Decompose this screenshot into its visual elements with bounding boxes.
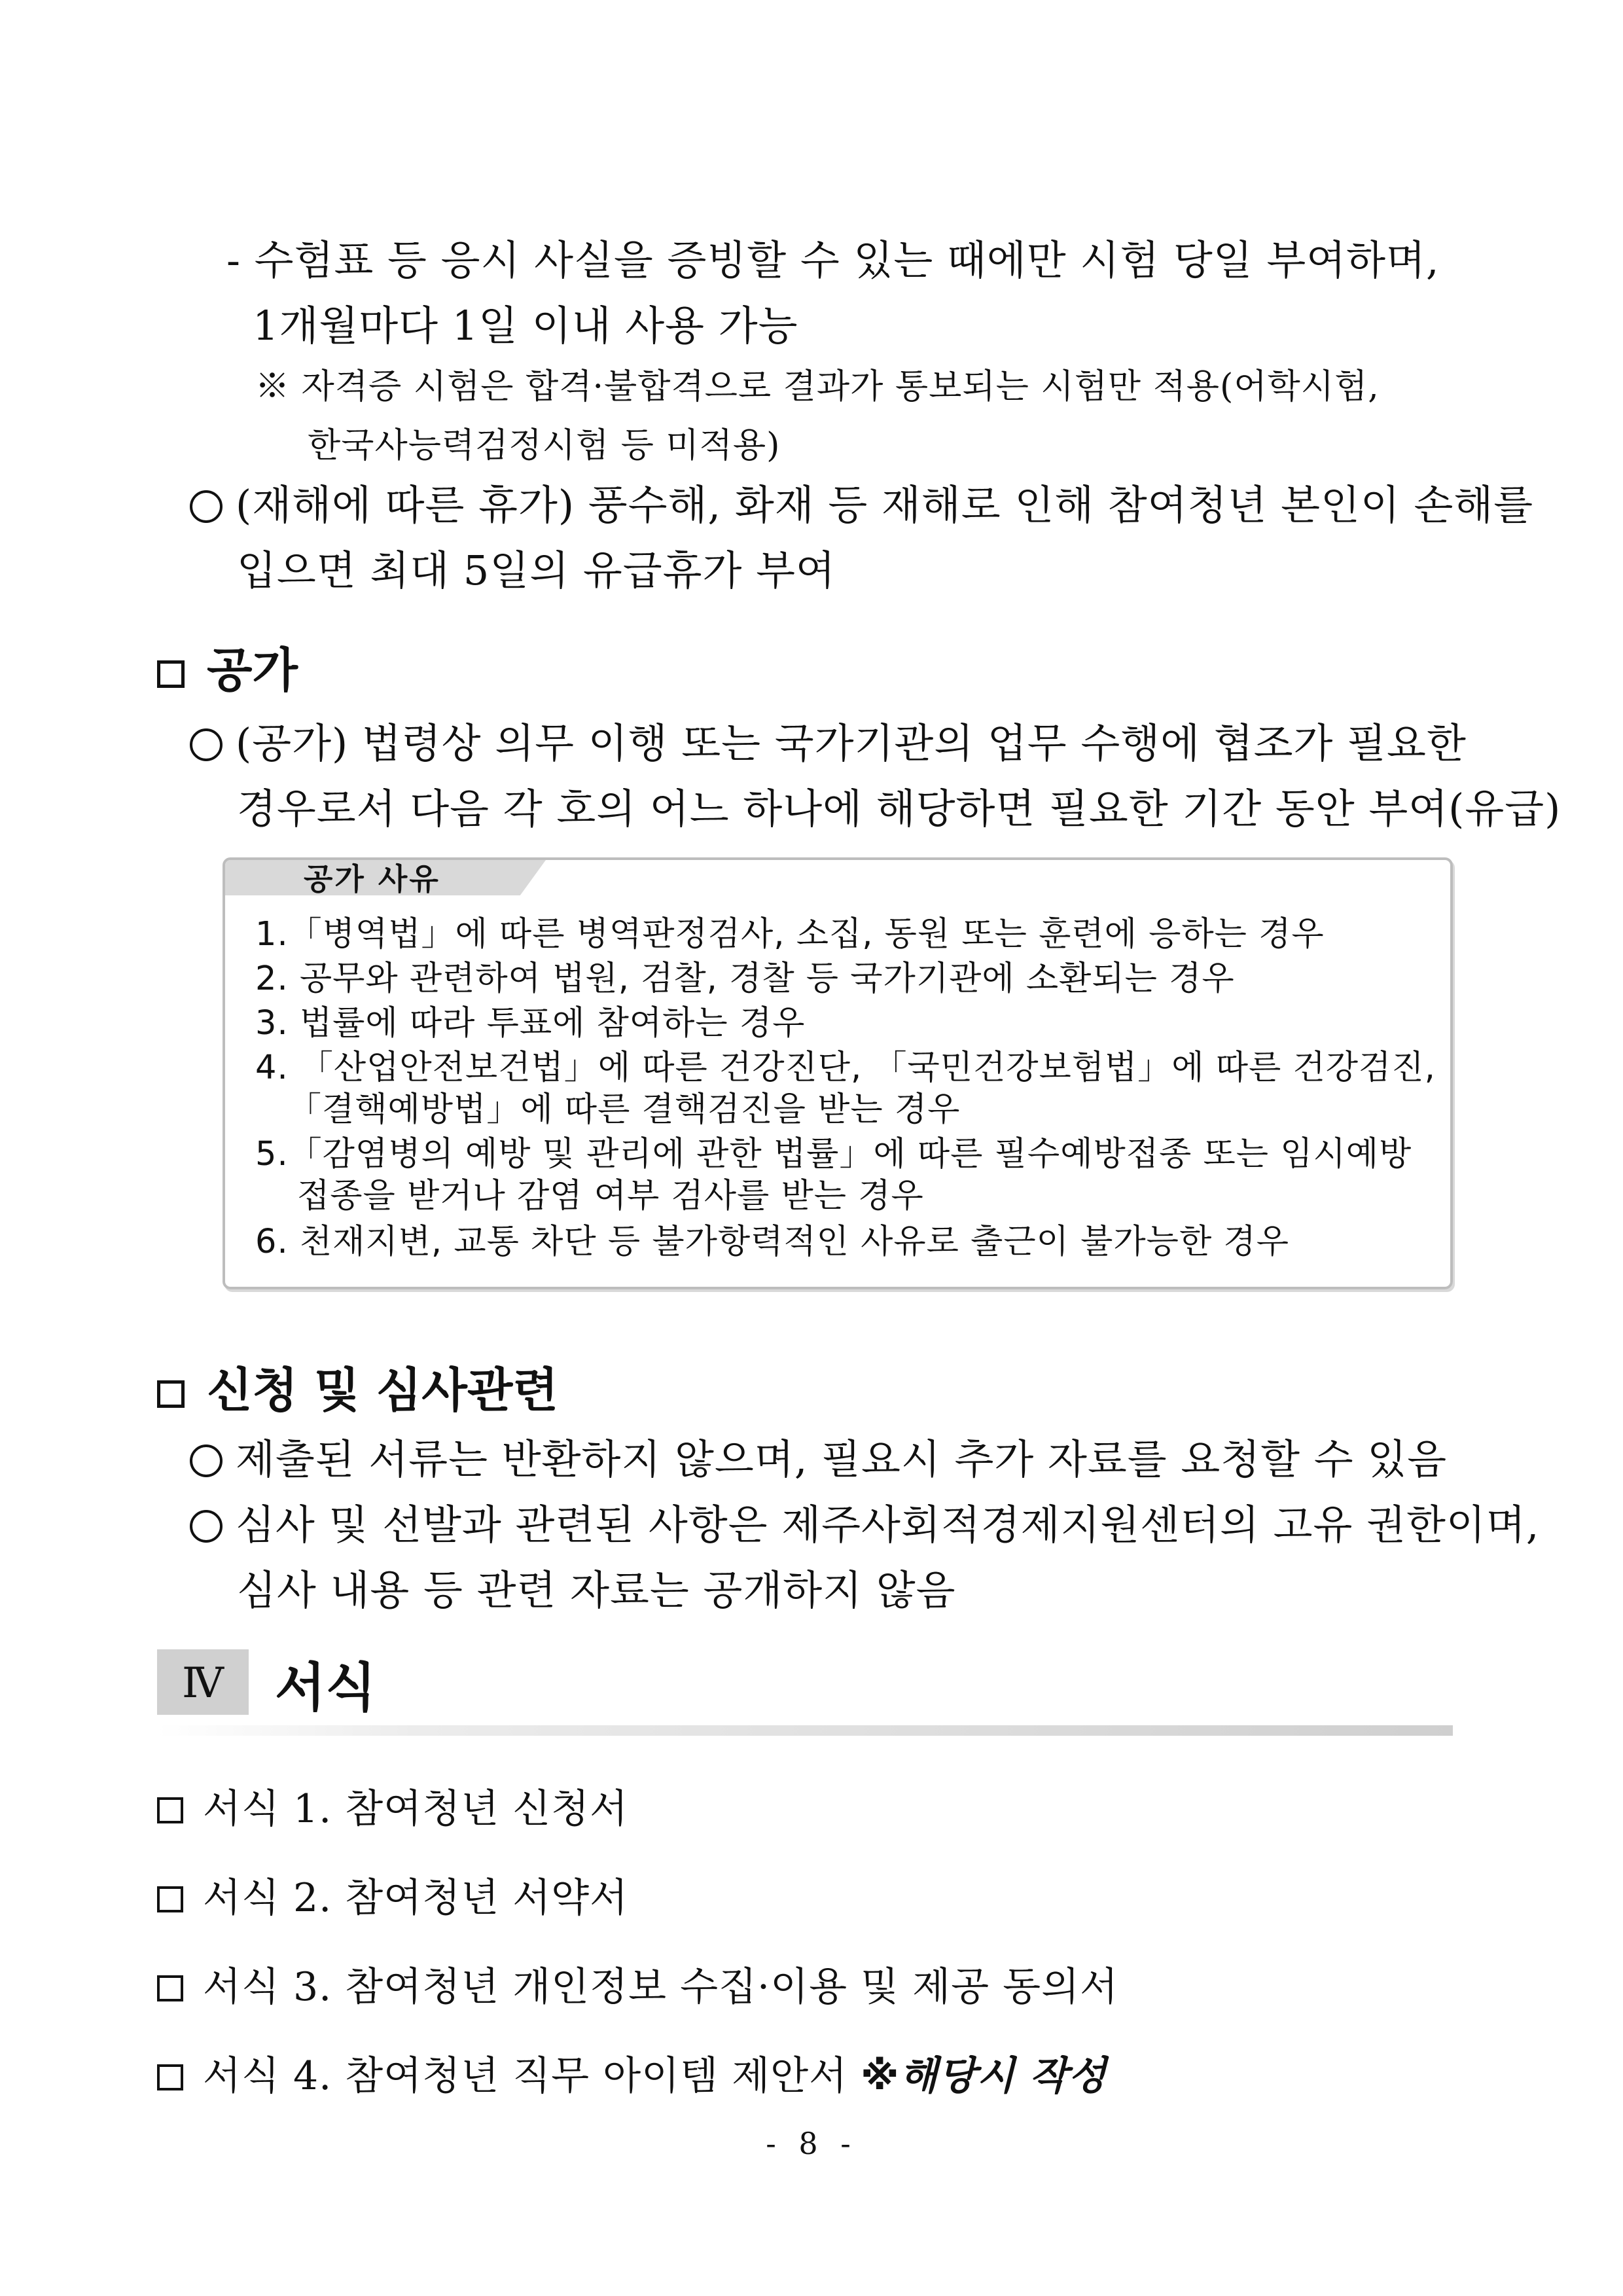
disaster-leave-line-1: (재해에 따른 휴가) 풍수해, 화재 등 재해로 인해 참여청년 본인이 손해를 [190,473,1533,531]
section-divider [157,1725,1453,1736]
application-item-1: 제출된 서류는 반환하지 않으며, 필요시 추가 자료를 요청할 수 있음 [190,1427,1447,1485]
circle-bullet-icon [190,728,223,761]
circle-bullet-icon [190,490,223,523]
official-leave-body-line-2: 경우로서 다음 각 호의 어느 하나에 해당하면 필요한 기간 동안 부여(유급) [237,785,1561,833]
official-leave-reasons-box [223,857,1453,1289]
application-item-2-line-1: 심사 및 선발과 관련된 사항은 제주사회적경제지원센터의 고유 권한이며, [190,1492,1539,1551]
form-item-1: 서식 1. 참여청년 신청서 [157,1778,628,1834]
circle-bullet-icon [190,1444,223,1477]
exam-note-line-1: ※ 자격증 시험은 합격·불합격으로 결과가 통보되는 시험만 적용(어학시험, [255,367,1380,406]
square-bullet-icon [157,1380,185,1408]
application-heading: 신청 및 심사관련 [157,1352,558,1420]
exam-line-2: 1개월마다 1일 이내 사용 가능 [253,302,798,350]
square-bullet-icon [157,1886,183,1912]
reason-item: 6. 천재지변, 교통 차단 등 불가항력적인 사유로 출근이 불가능한 경우 [255,1223,1289,1261]
square-bullet-icon [157,2064,183,2090]
form-item-4-note: ※해당시 작성 [861,2053,1107,2099]
form-item-3: 서식 3. 참여청년 개인정보 수집·이용 및 제공 동의서 [157,1956,1118,2012]
form-item-2: 서식 2. 참여청년 서약서 [157,1867,628,1923]
reasons-title: 공가 사유 [304,861,440,897]
official-leave-heading: 공가 [157,632,298,700]
page-number: - 8 - [766,2126,857,2161]
section-number-badge: Ⅳ [157,1649,249,1715]
reason-item: 1.「병역법」에 따른 병역판정검사, 소집, 동원 또는 훈련에 응하는 경우 [255,915,1325,954]
square-bullet-icon [157,660,185,688]
disaster-leave-line-2: 입으면 최대 5일의 유급휴가 부여 [237,547,836,594]
exam-note-line-2: 한국사능력검정시험 등 미적용) [308,426,781,465]
form-item-4: 서식 4. 참여청년 직무 아이템 제안서 ※해당시 작성 [157,2045,1107,2101]
circle-bullet-icon [190,1510,223,1543]
reason-item: 3. 법률에 따라 투표에 참여하는 경우 [255,1004,806,1043]
official-leave-body-line-1: (공가) 법령상 의무 이행 또는 국가기관의 업무 수행에 협조가 필요한 [190,711,1467,769]
reason-item: 4. 「산업안전보건법」에 따른 건강진단, 「국민건강보험법」에 따른 건강검진, [255,1049,1436,1087]
reason-item-continued: 접종을 받거나 감염 여부 검사를 받는 경우 [297,1177,924,1215]
reason-item: 2. 공무와 관련하여 법원, 검찰, 경찰 등 국가기관에 소환되는 경우 [255,960,1235,998]
exam-line-1: - 수험표 등 응시 사실을 증빙할 수 있는 때에만 시험 당일 부여하며, [226,236,1440,284]
application-item-2-line-2: 심사 내용 등 관련 자료는 공개하지 않음 [237,1566,956,1614]
reason-item-continued: 「결핵예방법」에 따른 결핵검진을 받는 경우 [288,1090,961,1129]
square-bullet-icon [157,1975,183,2001]
square-bullet-icon [157,1797,183,1823]
section-title: 서식 [275,1657,376,1718]
reason-item: 5.「감염병의 예방 및 관리에 관한 법률」에 따른 필수예방접종 또는 임시예방 [255,1135,1412,1174]
